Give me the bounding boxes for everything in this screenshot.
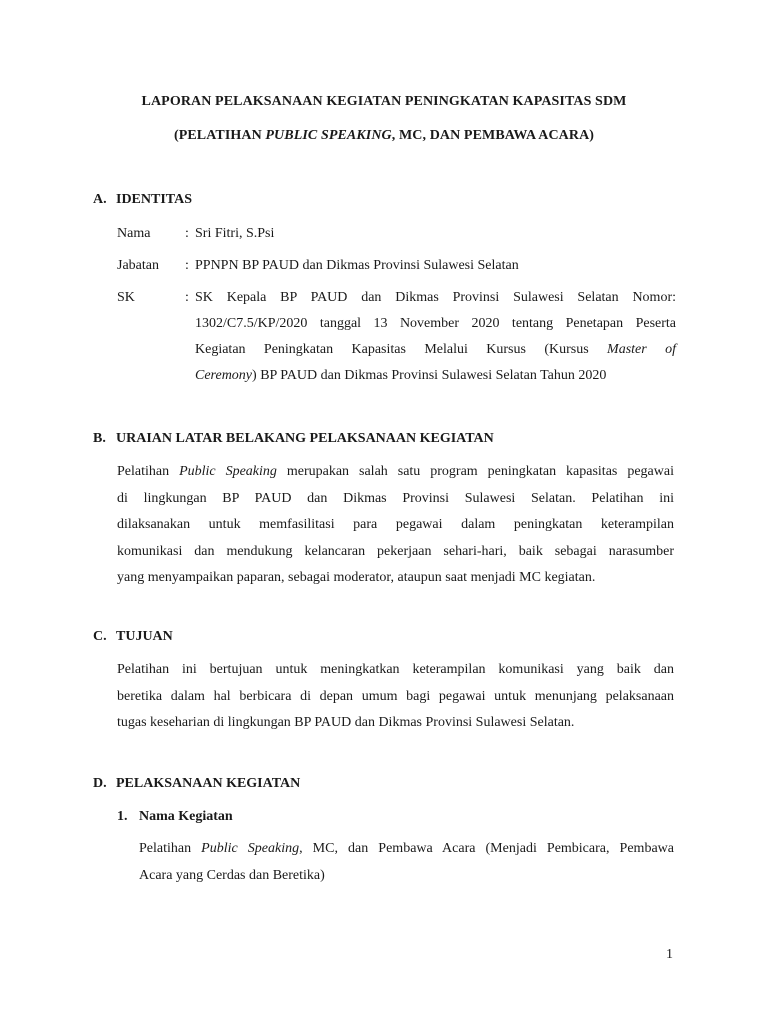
paragraph-line: di lingkungan BP PAUD dan Dikmas Provinsi Sulawesi Selatan. Pelatihan ini [117, 490, 674, 506]
identity-value-sk [195, 285, 676, 389]
identity-value: PPNPN BP PAUD dan Dikmas Provinsi Sulawesi Selatan [195, 258, 519, 273]
section-c-heading [93, 629, 173, 645]
paragraph-line: beretika dalam hal berbicara di depan umum bagi pegawai untuk menunjang pelaksanaan [117, 688, 674, 704]
document-title: LAPORAN PELAKSANAAN KEGIATAN PENINGKATAN KAPASITAS SDM [141, 94, 627, 109]
paragraph-line: yang menyampaikan paparan, sebagai moderator, ataupun saat menjadi MC kegiatan. [117, 570, 596, 585]
section-c-title: TUJUAN [116, 629, 173, 644]
section-d-title: PELAKSANAAN KEGIATAN [116, 776, 301, 791]
section-a-letter: A. [93, 192, 107, 207]
section-b-heading [93, 431, 494, 447]
paragraph-line: komunikasi dan mendukung kelancaran pekerjaan sehari-hari, baik sebagai narasumber [117, 543, 674, 559]
section-a-heading [93, 192, 192, 208]
paragraph-line: tugas keseharian di lingkungan BP PAUD dan Dikmas Provinsi Sulawesi Selatan. [117, 715, 575, 730]
identity-label: SK [117, 290, 135, 305]
section-b-paragraph [117, 459, 674, 592]
paragraph-line: dilaksanakan untuk memfasilitasi para pegawai dalam peningkatan keterampilan [117, 517, 674, 532]
section-d-letter: D. [93, 776, 107, 791]
identity-label: Nama [117, 226, 151, 241]
section-b-title: URAIAN LATAR BELAKANG PELAKSANAAN KEGIATAN [116, 431, 494, 446]
paragraph-line: Pelatihan Public Speaking, MC, dan Pembawa Acara (Menjadi Pembicara, Pembawa [139, 841, 674, 856]
sk-line: Kegiatan Peningkatan Kapasitas Melalui Kursus (Kursus Master of [195, 342, 676, 357]
identity-label: Jabatan [117, 258, 159, 273]
identity-value: Sri Fitri, S.Psi [195, 226, 275, 241]
identity-colon: : [185, 226, 189, 241]
section-c-paragraph [117, 657, 674, 737]
paragraph-line: Acara yang Cerdas dan Beretika) [139, 867, 325, 883]
page-number: 1 [666, 947, 673, 962]
paragraph-line: Pelatihan Public Speaking merupakan salah satu program peningkatan kapasitas pegawai [117, 464, 674, 479]
item-1-paragraph [139, 836, 674, 889]
sk-line: 1302/C7.5/KP/2020 tanggal 13 November 2020 tentang Penetapan Peserta [195, 316, 676, 331]
item-1-title: Nama Kegiatan [139, 809, 233, 824]
identity-colon: : [185, 290, 189, 305]
sk-line: SK Kepala BP PAUD dan Dikmas Provinsi Sulawesi Selatan Nomor: [195, 290, 676, 305]
section-a-title: IDENTITAS [116, 192, 192, 207]
section-c-letter: C. [93, 629, 107, 644]
identity-colon: : [185, 258, 189, 273]
sk-line: Ceremony) BP PAUD dan Dikmas Provinsi Sulawesi Selatan Tahun 2020 [195, 368, 607, 383]
item-1-number: 1. [117, 809, 128, 824]
item-1-heading [117, 809, 233, 825]
paragraph-line: Pelatihan ini bertujuan untuk meningkatkan keterampilan komunikasi yang baik dan [117, 662, 674, 677]
section-b-letter: B. [93, 431, 106, 446]
section-d-heading [93, 776, 300, 792]
document-subtitle: (PELATIHAN PUBLIC SPEAKING, MC, DAN PEMBAWA ACARA) [173, 128, 595, 143]
